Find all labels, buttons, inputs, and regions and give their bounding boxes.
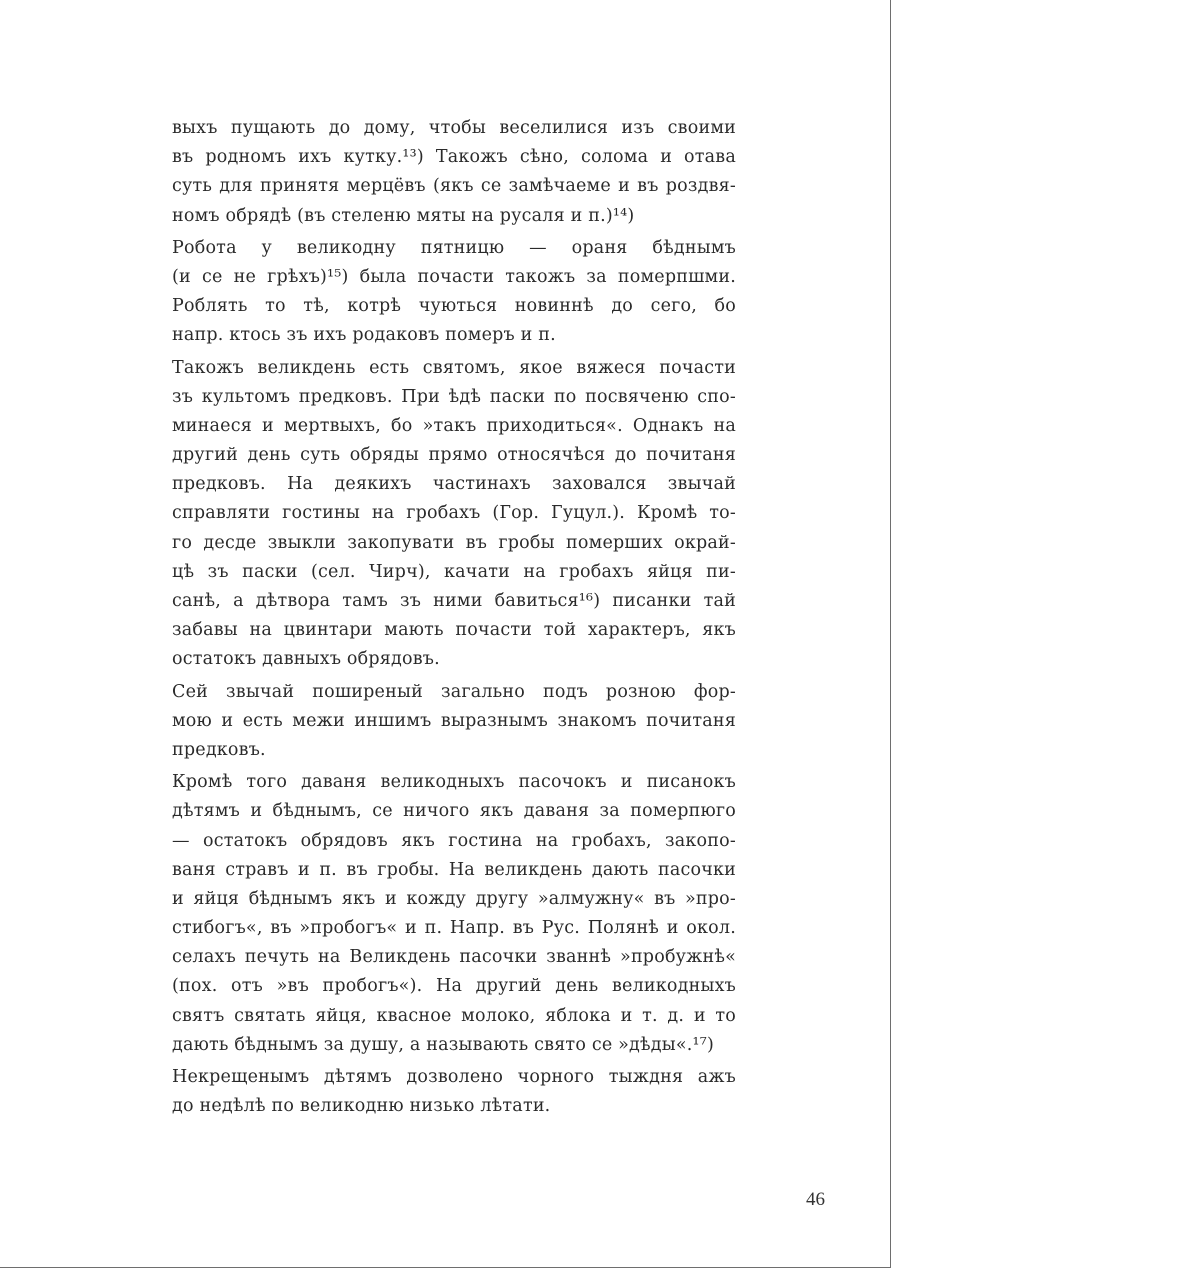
text-line: санѣ, а дѣтвора тамъ зъ ними бавиться¹⁶) писанки тай bbox=[172, 591, 736, 611]
text-line: Кромѣ того даваня великодныхъ пасочокъ и писанокъ bbox=[172, 772, 736, 793]
text-line: зъ культомъ предковъ. При ѣдѣ паски по посвяченю спо- bbox=[172, 386, 736, 407]
text-line: другий день суть обряды прямо относячѣся до почитаня bbox=[172, 445, 736, 466]
text-line: выхъ пущають до дому, чтобы веселилися изъ своими bbox=[172, 118, 736, 138]
body-text bbox=[172, 114, 736, 1121]
paragraph bbox=[172, 678, 736, 766]
text-line: святъ святать яйця, квасное молоко, яблока и т. д. и то bbox=[172, 1005, 736, 1026]
text-line: въ родномъ ихъ кутку.¹³) Такожъ сѣно, солома и отава bbox=[172, 147, 736, 168]
page-number: 46 bbox=[806, 1189, 825, 1210]
text-line: остатокъ давныхъ обрядовъ. bbox=[172, 649, 440, 670]
text-line: стибогъ«, въ »пробогъ« и п. Напр. въ Рус. Полянѣ и окол. bbox=[172, 918, 736, 939]
paragraph bbox=[172, 768, 736, 1060]
text-line: го десде звыкли закопувати въ гробы померших окрай- bbox=[172, 532, 736, 553]
text-line: цѣ зъ паски (сел. Чирч), качати на гробахъ яйця пи- bbox=[172, 561, 736, 582]
text-line: предковъ. bbox=[172, 739, 266, 760]
text-line: до недѣлѣ по великодню низько лѣтати. bbox=[172, 1096, 551, 1117]
text-line: суть для принятя мерцёвъ (якъ се замѣчаеме и въ роздвя- bbox=[172, 176, 736, 197]
text-line: — остатокъ обрядовъ якъ гостина на гробахъ, закопо- bbox=[172, 830, 736, 851]
text-line: Сей звычай поширеный загально подъ розною фор- bbox=[172, 681, 736, 702]
text-line: селахъ печуть на Великдень пасочки званнѣ »пробужнѣ« bbox=[172, 947, 736, 968]
paragraph bbox=[172, 1063, 736, 1121]
text-line: напр. ктось зъ ихъ родаковъ померъ и п. bbox=[172, 325, 556, 346]
text-line: ваня стравъ и п. въ гробы. На великдень дають пасочки bbox=[172, 859, 736, 880]
text-line: (пох. отъ »въ пробогъ«). На другий день великодныхъ bbox=[172, 976, 736, 997]
paragraph bbox=[172, 114, 736, 231]
text-line: мою и есть межи иншимъ выразнымъ знакомъ почитаня bbox=[172, 710, 736, 731]
text-line: (и се не грѣхъ)¹⁵) была почасти такожъ за померпшми. bbox=[172, 266, 736, 287]
text-line: справляти гостины на гробахъ (Гор. Гуцул.). Кромѣ то- bbox=[172, 503, 736, 524]
text-line: предковъ. На деякихъ частинахъ заховался звычай bbox=[172, 474, 736, 495]
text-line: дають бѣднымъ за душу, а называють свято се »дѣды«.¹⁷) bbox=[172, 1034, 715, 1055]
paragraph bbox=[172, 354, 736, 675]
text-line: забавы на цвинтари мають почасти той характеръ, якъ bbox=[172, 620, 736, 641]
text-line: и яйця бѣднымъ якъ и кожду другу »алмужну« въ »про- bbox=[172, 888, 736, 909]
text-line: минаеся и мертвыхъ, бо »такъ приходиться«. Однакъ на bbox=[172, 415, 736, 436]
text-line: Некрещенымъ дѣтямъ дозволено чорного тыждня ажъ bbox=[172, 1067, 736, 1087]
text-line: Робота у великодну пятницю — ораня бѣднымъ bbox=[172, 237, 736, 258]
text-line: дѣтямъ и бѣднымъ, се ничого якъ даваня за померпюго bbox=[172, 801, 736, 822]
text-line: Роблять то тѣ, котрѣ чуються новиннѣ до сего, бо bbox=[172, 296, 736, 317]
paragraph bbox=[172, 234, 736, 351]
text-line: Такожъ великдень есть святомъ, якое вяжеся почасти bbox=[172, 357, 736, 378]
text-line: номъ обрядѣ (въ стеленю мяты на русаля и п.)¹⁴) bbox=[172, 205, 635, 226]
